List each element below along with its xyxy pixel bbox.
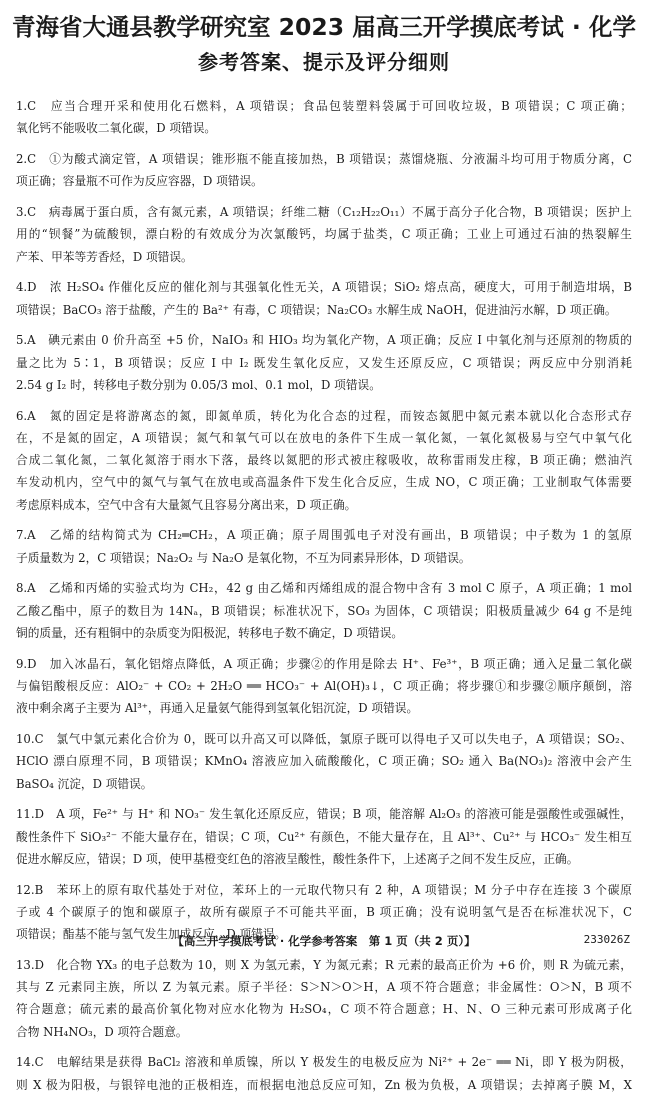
- answer-item: [16, 95, 632, 140]
- answer-line: 1.C 应当合理开采和使用化石燃料，A 项错误；食品包装塑料袋属于可回收垃圾，B 项错误；C 项正确；: [16, 99, 632, 113]
- footer-page-info: 【高三开学摸底考试 · 化学参考答案 第 1 页（共 2 页）】: [172, 934, 476, 948]
- answer-line: 车发动机内，空气中的氮气与氧气在放电或高温条件下发生化合反应，生成 NO，C 项正确；工业制取气体需要: [16, 475, 632, 490]
- answer-item: [16, 524, 632, 569]
- answer-line: 12.B 苯环上的原有取代基处于对位，苯环上的一元取代物只有 2 种，A 项错误；M 分子中存在连接 3 个碳原: [16, 882, 632, 897]
- answer-item: [16, 954, 632, 1043]
- answer-line: 8.A 乙烯和丙烯的实验式均为 CH₂，42 g 由乙烯和丙烯组成的混合物中含有 3 mol C 原子，A 项正确；1 mol: [16, 581, 632, 596]
- answer-line: 其与 Z 元素同主族，所以 Z 为氧元素。原子半径：S＞N＞O＞H，A 项不符合题意；非金属性：O＞N，B 项不: [16, 980, 632, 995]
- answer-item: [16, 329, 632, 396]
- answer-line: 则 X 极为阳极，与银锌电池的正极相连，而根据电池总反应可知，Zn 极为负极，A 项错误；去掉离子膜 M，X: [16, 1077, 632, 1092]
- answer-line: 子质量数为 2，C 项错误；Na₂O₂ 与 Na₂O 是氧化物，不互为同素异形体，D 项错误。: [16, 550, 471, 565]
- answer-item: [16, 728, 632, 795]
- answer-line: 5.A 碘元素由 0 价升高至 +5 价，NaIO₃ 和 HIO₃ 均为氧化产物，A 项正确；反应 I 中氧化剂与还原剂的物质的: [16, 333, 632, 348]
- answer-line: 酸性条件下 SiO₃²⁻ 不能大量存在，错误；C 项，Cu²⁺ 有颜色，不能大量存在，且 Al³⁺、Cu²⁺ 与 HCO₃⁻ 发生相互: [16, 829, 632, 844]
- answer-line: 促进水解反应，错误；D 项，使甲基橙变红色的溶液呈酸性，酸性条件下，上述离子之间不发生反应，正确。: [16, 851, 579, 866]
- answer-line: 合成二氧化氮，二氧化氮溶于雨水下落，最终以氮肥的形式被庄稼吸收，故称雷雨发庄稼，B 项正确；燃油汽: [16, 453, 632, 468]
- answer-line: 14.C 电解结果是获得 BaCl₂ 溶液和单质镍，所以 Y 极发生的电极反应为 Ni²⁺ + 2e⁻ ══ Ni，即 Y 极为阴极，: [16, 1055, 632, 1070]
- answer-line: 子或 4 个碳原子的饱和碳原子，故所有碳原子不可能共平面，B 项正确；没有说明氢气是否在标准状况下，C: [16, 904, 632, 919]
- answer-item: [16, 1051, 632, 1096]
- answer-line: 2.C ①为酸式滴定管，A 项错误；锥形瓶不能直接加热，B 项错误；蒸馏烧瓶、分液漏斗均可用于物质分离，C: [16, 151, 632, 166]
- answer-item: [16, 803, 632, 870]
- answer-line: 考虑原料成本，空气中含有大量氮气且容易分离出来，D 项正确。: [16, 497, 357, 512]
- answer-line: BaSO₄ 沉淀，D 项错误。: [16, 776, 153, 791]
- answer-line: 7.A 乙烯的结构简式为 CH₂═CH₂，A 项正确；原子周围弧电子对没有画出，B 项错误；中子数为 1 的氢原: [16, 528, 632, 543]
- answer-line: 13.D 化合物 YX₃ 的电子总数为 10，则 X 为氢元素，Y 为氮元素；R 元素的最高正价为 +6 价，则 R 为硫元素，: [16, 957, 632, 972]
- answer-line: 项错误；酯基不能与氢气发生加成反应，D 项错误。: [16, 927, 287, 942]
- answer-item: [16, 577, 632, 644]
- answer-line: 3.C 病毒属于蛋白质，含有氮元素，A 项错误；纤维二糖（C₁₂H₂₂O₁₁）不属于高分子化合物，B 项错误；医护上: [16, 204, 632, 219]
- answer-item: [16, 276, 632, 321]
- answer-line: 产苯、甲苯等芳香烃，D 项错误。: [16, 249, 193, 264]
- answer-line: 氧化钙不能吸收二氧化碳，D 项错误。: [16, 121, 217, 136]
- answer-line: 项正确；容量瓶不可作为反应容器，D 项错误。: [16, 174, 263, 189]
- answer-line: HClO 漂白原理不同，B 项错误；KMnO₄ 溶液应加入硫酸酸化，C 项正确；SO₂ 通入 Ba(NO₃)₂ 溶液中会产生: [16, 754, 632, 769]
- answer-item: [16, 653, 632, 720]
- answer-line: 6.A 氮的固定是将游离态的氮，即氮单质，转化为化合态的过程，而铵态氮肥中氮元素本就以化合态形式存: [16, 408, 632, 423]
- document-subtitle: 参考答案、提示及评分细则: [198, 50, 450, 74]
- answer-line: 乙酸乙酯中，原子的数目为 14Nₐ，B 项错误；标准状况下，SO₃ 为固体，C 项错误；阳极质量减少 64 g 不是纯: [16, 603, 632, 618]
- answer-line: 符合题意；硫元素的最高价氧化物对应水化物为 H₂SO₄，C 项不符合题意；H、N、O 三种元素可形成离子化: [16, 1002, 632, 1017]
- document-title: 青海省大通县教学研究室 2023 届高三开学摸底考试 · 化学: [11, 13, 637, 41]
- answer-line: 2.54 g I₂ 时，转移电子数分别为 0.05/3 mol、0.1 mol，D 项错误。: [16, 377, 381, 392]
- answer-line: 4.D 浓 H₂SO₄ 作催化反应的催化剂与其强氧化性无关，A 项错误；SiO₂ 熔点高，硬度大，可用于制造坩埚，B: [16, 280, 632, 295]
- footer-doc-code: 233026Z: [583, 933, 630, 946]
- answer-line: 10.C 氯气中氯元素化合价为 0，既可以升高又可以降低，氯原子既可以得电子又可以失电子，A 项错误；SO₂、: [16, 731, 632, 746]
- answer-line: 用的“钡餐”为硫酸钡，漂白粉的有效成分为次氯酸钙，均属于盐类，C 项正确；工业上可通过石油的热裂解生: [16, 227, 632, 242]
- answer-line: 铜的质量，还有粗铜中的杂质变为阳极泥，转移电子数不确定，D 项错误。: [16, 625, 404, 640]
- answer-line: 在，不是氮的固定，A 项错误；氮气和氧气可以在放电的条件下生成一氧化氮，一氧化氮极易与空气中氧气化: [16, 430, 632, 445]
- answer-item: [16, 148, 632, 193]
- answer-line: 项错误；BaCO₃ 溶于盐酸，产生的 Ba²⁺ 有毒，C 项错误；Na₂CO₃ 水解生成 NaOH，促进油污水解，D 项正确。: [16, 302, 617, 317]
- answer-line: 11.D A 项，Fe²⁺ 与 H⁺ 和 NO₃⁻ 发生氧化还原反应，错误；B 项，能溶解 Al₂O₃ 的溶液可能是强酸性或强碱性，: [16, 807, 632, 822]
- answer-line: 与偏铝酸根反应：AlO₂⁻ + CO₂ + 2H₂O ══ HCO₃⁻ + Al(OH)₃↓，C 项正确；将步骤①和步骤②顺序颠倒，溶: [16, 678, 632, 693]
- answer-line: 量之比为 5∶1，B 项错误；反应 I 中 I₂ 既发生氧化反应，又发生还原反应，C 项错误；两反应中分别消耗: [16, 355, 632, 370]
- answer-line: 9.D 加入冰晶石，氧化铝熔点降低，A 项正确；步骤②的作用是除去 H⁺、Fe³⁺，B 项正确；通入足量二氧化碳: [16, 656, 632, 671]
- answer-list: [16, 95, 632, 1104]
- answer-line: 液中剩余离子主要为 Al³⁺，再通入足量氨气能得到氢氧化铝沉淀，D 项错误。: [16, 701, 419, 716]
- answer-item: [16, 201, 632, 268]
- answer-line: 合物 NH₄NO₃，D 项符合题意。: [16, 1024, 188, 1039]
- answer-item: [16, 405, 632, 516]
